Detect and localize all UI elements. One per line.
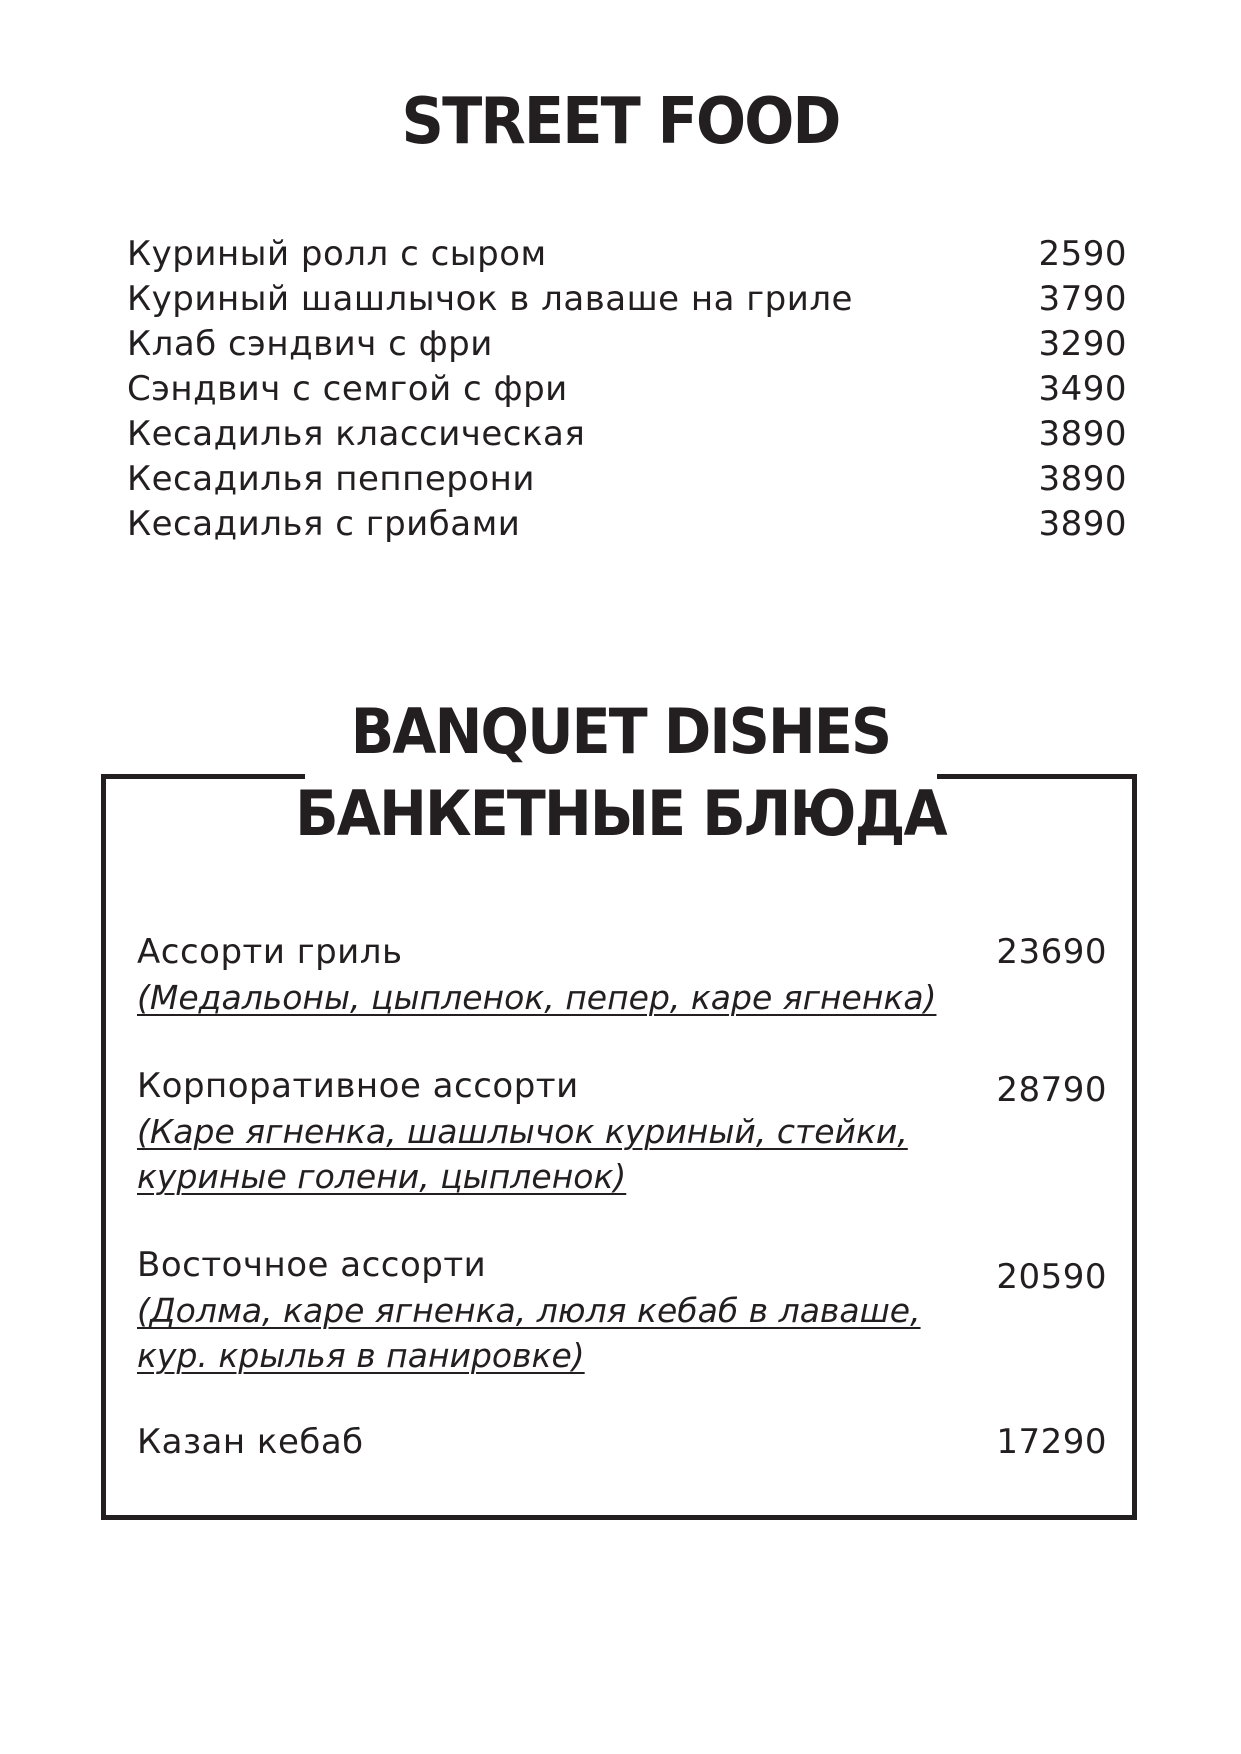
menu-item-name: Куриный шашлычок в лаваше на гриле xyxy=(127,279,853,319)
banquet-item-name: Казан кебаб xyxy=(137,1422,364,1462)
banquet-item-desc: кур. крылья в панировке) xyxy=(137,1336,585,1375)
menu-item-price: 3890 xyxy=(1038,504,1127,544)
menu-item-name: Клаб сэндвич с фри xyxy=(127,324,493,364)
banquet-item-price: 20590 xyxy=(996,1257,1107,1297)
menu-item-price: 3290 xyxy=(1038,324,1127,364)
banquet-item xyxy=(137,1243,1107,1378)
menu-item-price: 3890 xyxy=(1038,414,1127,454)
banquet-title-ru: БАНКЕТНЫЕ БЛЮДА xyxy=(295,777,946,850)
menu-item xyxy=(127,322,1127,367)
menu-item xyxy=(127,367,1127,412)
menu-item xyxy=(127,412,1127,457)
menu-item-price: 3890 xyxy=(1038,459,1127,499)
menu-item xyxy=(127,502,1127,547)
banquet-item-price: 28790 xyxy=(996,1070,1107,1110)
banquet-item-name: Корпоративное ассорти xyxy=(137,1066,579,1106)
menu-item-name: Куриный ролл с сыром xyxy=(127,234,547,274)
street-food-title: STREET FOOD xyxy=(401,85,840,159)
banquet-item xyxy=(137,1420,1107,1465)
banquet-item xyxy=(137,930,1107,1020)
menu-item-name: Кесадилья классическая xyxy=(127,414,586,454)
menu-item-name: Сэндвич с семгой с фри xyxy=(127,369,568,409)
banquet-item-desc: (Каре ягненка, шашлычок куриный, стейки, xyxy=(137,1112,908,1151)
menu-item xyxy=(127,277,1127,322)
menu-item-price: 3790 xyxy=(1038,279,1127,319)
banquet-item-name: Ассорти гриль xyxy=(137,932,403,972)
menu-item xyxy=(127,232,1127,277)
banquet-item xyxy=(137,1064,1107,1199)
menu-item-price: 2590 xyxy=(1038,234,1127,274)
street-food-list xyxy=(127,232,1127,547)
banquet-item-desc: куриные голени, цыпленок) xyxy=(137,1157,627,1196)
banquet-item-price: 17290 xyxy=(996,1422,1107,1462)
menu-item-name: Кесадилья пепперони xyxy=(127,459,535,499)
banquet-item-price: 23690 xyxy=(996,932,1107,972)
menu-item xyxy=(127,457,1127,502)
banquet-item-desc: (Медальоны, цыпленок, пепер, каре ягненка) xyxy=(137,978,937,1017)
banquet-item-name: Восточное ассорти xyxy=(137,1245,487,1285)
banquet-title-en: BANQUET DISHES xyxy=(350,695,891,768)
menu-item-price: 3490 xyxy=(1038,369,1127,409)
banquet-item-desc: (Долма, каре ягненка, люля кебаб в лаваше, xyxy=(137,1291,921,1330)
menu-item-name: Кесадилья с грибами xyxy=(127,504,521,544)
